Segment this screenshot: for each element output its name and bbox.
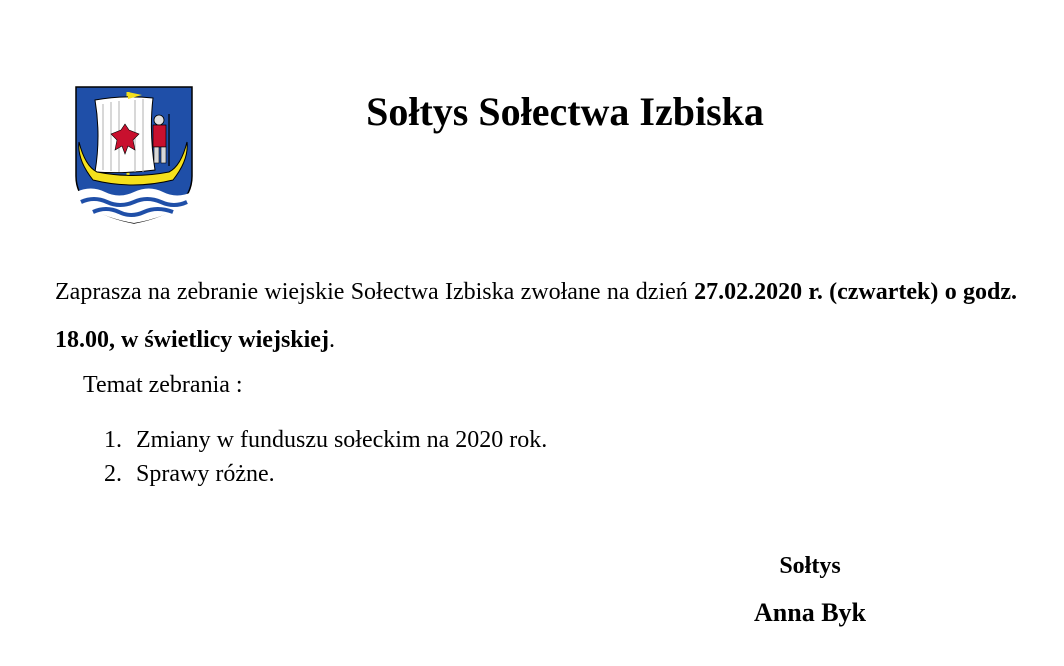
invitation-period: . — [328, 327, 335, 353]
list-item-text: Zmiany w funduszu sołeckim na 2020 rok. — [136, 427, 548, 453]
invitation-paragraph — [55, 268, 1017, 364]
invitation-text: Zaprasza na zebranie wiejskie Sołectwa Izbiska zwołane na dzień — [55, 279, 695, 305]
list-item-text: Sprawy różne. — [136, 461, 275, 487]
list-item-number: 2. — [104, 461, 122, 487]
coat-of-arms-icon — [73, 84, 195, 226]
list-item — [104, 458, 547, 492]
list-item-number: 1. — [104, 427, 122, 453]
signature-role: Sołtys — [779, 553, 841, 579]
topic-label: Temat zebrania : — [83, 372, 243, 398]
list-item — [104, 424, 547, 458]
signature-name: Anna Byk — [754, 598, 866, 627]
agenda-list — [104, 424, 547, 492]
meeting-date-place: 27.02.2020 r. (czwartek) o godz. 18.00, w świetlicy wiejskiej — [55, 279, 1017, 353]
page-title: Sołtys Sołectwa Izbiska — [366, 89, 764, 134]
